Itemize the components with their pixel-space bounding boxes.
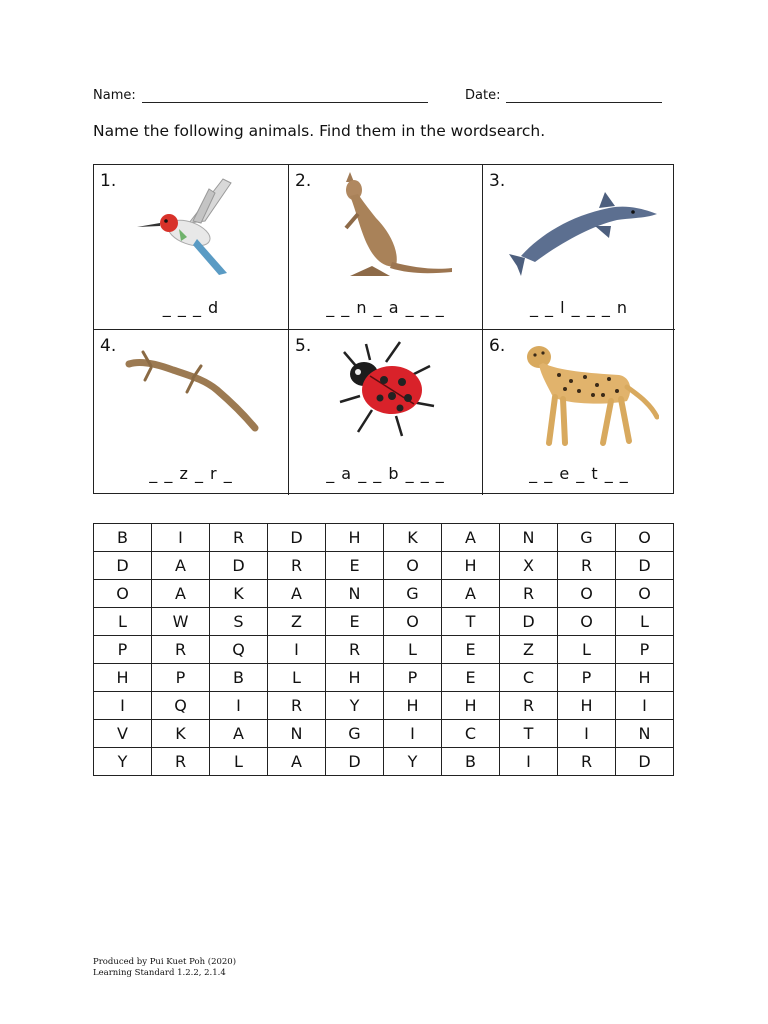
wordsearch-cell[interactable]: G <box>558 524 616 552</box>
wordsearch-row <box>94 636 674 664</box>
animal-number: 5. <box>295 336 312 356</box>
animal-blank: _ _ n _ a _ _ _ <box>326 298 445 317</box>
wordsearch-cell[interactable]: O <box>384 608 442 636</box>
wordsearch-cell[interactable]: C <box>500 664 558 692</box>
wordsearch-cell[interactable]: E <box>442 664 500 692</box>
animal-cell-1 <box>94 165 289 330</box>
animal-cell-6 <box>483 330 675 495</box>
wordsearch-cell[interactable]: R <box>558 748 616 776</box>
instruction-text: Name the following animals. Find them in the wordsearch. <box>93 122 546 140</box>
wordsearch-cell[interactable]: H <box>442 692 500 720</box>
wordsearch-cell[interactable]: A <box>268 580 326 608</box>
wordsearch-cell[interactable]: V <box>94 720 152 748</box>
wordsearch-row <box>94 552 674 580</box>
wordsearch-cell[interactable]: O <box>384 552 442 580</box>
lizard-icon <box>94 332 288 450</box>
wordsearch-cell[interactable]: Q <box>152 692 210 720</box>
animal-number: 3. <box>489 171 506 191</box>
wordsearch-cell[interactable]: I <box>558 720 616 748</box>
wordsearch-cell[interactable]: R <box>152 748 210 776</box>
wordsearch-cell[interactable]: R <box>558 552 616 580</box>
wordsearch-cell[interactable]: K <box>384 524 442 552</box>
wordsearch-cell[interactable]: B <box>210 664 268 692</box>
wordsearch-cell[interactable]: I <box>384 720 442 748</box>
wordsearch-cell[interactable]: I <box>210 692 268 720</box>
wordsearch-row <box>94 720 674 748</box>
wordsearch-cell[interactable]: R <box>326 636 384 664</box>
wordsearch-cell[interactable]: N <box>326 580 384 608</box>
animal-number: 1. <box>100 171 117 191</box>
wordsearch-cell[interactable]: D <box>268 524 326 552</box>
dolphin-icon <box>483 167 675 285</box>
wordsearch-cell[interactable]: Y <box>326 692 384 720</box>
wordsearch-cell[interactable]: A <box>152 552 210 580</box>
animal-cell-5 <box>289 330 483 495</box>
wordsearch-cell[interactable]: W <box>152 608 210 636</box>
wordsearch-cell[interactable]: Z <box>500 636 558 664</box>
wordsearch-cell[interactable]: P <box>152 664 210 692</box>
wordsearch-cell[interactable]: L <box>616 608 674 636</box>
wordsearch-cell[interactable]: L <box>94 608 152 636</box>
wordsearch-cell[interactable]: O <box>616 580 674 608</box>
wordsearch-cell[interactable]: G <box>326 720 384 748</box>
wordsearch-cell[interactable]: P <box>616 636 674 664</box>
wordsearch-cell[interactable]: Z <box>268 608 326 636</box>
wordsearch-cell[interactable]: Q <box>210 636 268 664</box>
wordsearch-cell[interactable]: A <box>442 524 500 552</box>
wordsearch-cell[interactable]: R <box>210 524 268 552</box>
wordsearch-cell[interactable]: P <box>384 664 442 692</box>
name-field[interactable] <box>93 88 428 103</box>
wordsearch-cell[interactable]: B <box>442 748 500 776</box>
wordsearch-cell[interactable]: A <box>152 580 210 608</box>
wordsearch-cell[interactable]: P <box>94 636 152 664</box>
animal-cell-3 <box>483 165 675 330</box>
wordsearch-row <box>94 524 674 552</box>
animal-number: 2. <box>295 171 312 191</box>
footer <box>93 957 236 979</box>
wordsearch-cell[interactable]: H <box>558 692 616 720</box>
wordsearch-cell[interactable]: O <box>94 580 152 608</box>
wordsearch-cell[interactable]: D <box>616 748 674 776</box>
wordsearch-cell[interactable]: K <box>210 580 268 608</box>
date-label: Date: <box>465 88 501 103</box>
wordsearch-cell[interactable]: I <box>616 692 674 720</box>
wordsearch-cell[interactable]: R <box>268 692 326 720</box>
wordsearch-cell[interactable]: N <box>500 524 558 552</box>
date-field[interactable] <box>465 88 662 103</box>
wordsearch-cell[interactable]: T <box>442 608 500 636</box>
wordsearch-cell[interactable]: E <box>326 552 384 580</box>
name-label: Name: <box>93 88 136 103</box>
wordsearch-cell[interactable]: D <box>210 552 268 580</box>
wordsearch-cell[interactable]: X <box>500 552 558 580</box>
wordsearch-cell[interactable]: L <box>558 636 616 664</box>
animal-grid <box>93 164 674 494</box>
ladybird-icon <box>289 332 482 450</box>
wordsearch-row <box>94 748 674 776</box>
bird-icon <box>94 167 288 285</box>
animal-number: 6. <box>489 336 506 356</box>
wordsearch-cell[interactable]: H <box>442 552 500 580</box>
wordsearch-cell[interactable]: D <box>500 608 558 636</box>
wordsearch-cell[interactable]: P <box>558 664 616 692</box>
wordsearch-cell[interactable]: Y <box>94 748 152 776</box>
wordsearch-cell[interactable]: H <box>326 524 384 552</box>
wordsearch-cell[interactable]: H <box>384 692 442 720</box>
date-line[interactable] <box>506 88 662 103</box>
wordsearch-cell[interactable]: H <box>616 664 674 692</box>
wordsearch-cell[interactable]: R <box>152 636 210 664</box>
wordsearch-cell[interactable]: D <box>326 748 384 776</box>
wordsearch-cell[interactable]: S <box>210 608 268 636</box>
wordsearch-cell[interactable]: L <box>384 636 442 664</box>
wordsearch-cell[interactable]: E <box>326 608 384 636</box>
wordsearch-grid <box>93 523 674 776</box>
cheetah-icon <box>483 332 675 450</box>
wordsearch-row <box>94 580 674 608</box>
wordsearch-cell[interactable]: Y <box>384 748 442 776</box>
animal-blank: _ _ z _ r _ <box>149 464 233 483</box>
wordsearch-cell[interactable]: O <box>616 524 674 552</box>
animal-cell-4 <box>94 330 289 495</box>
wordsearch-cell[interactable]: H <box>94 664 152 692</box>
animal-blank: _ _ l _ _ _ n <box>529 298 629 317</box>
wordsearch-row <box>94 692 674 720</box>
wordsearch-row <box>94 664 674 692</box>
animal-blank: _ a _ _ b _ _ _ <box>326 464 445 483</box>
footer-credit: Produced by Pui Kuet Poh (2020) <box>93 957 237 967</box>
wordsearch-cell[interactable]: B <box>94 524 152 552</box>
wordsearch-cell[interactable]: D <box>94 552 152 580</box>
wordsearch-cell[interactable]: O <box>558 580 616 608</box>
animal-number: 4. <box>100 336 117 356</box>
footer-standard: Learning Standard 1.2.2, 2.1.4 <box>93 968 226 978</box>
animal-cell-2 <box>289 165 483 330</box>
wordsearch-cell[interactable]: R <box>500 692 558 720</box>
wordsearch-cell[interactable]: I <box>268 636 326 664</box>
kangaroo-icon <box>289 167 482 285</box>
wordsearch-cell[interactable]: N <box>268 720 326 748</box>
wordsearch-cell[interactable]: H <box>326 664 384 692</box>
wordsearch-cell[interactable]: D <box>616 552 674 580</box>
wordsearch-cell[interactable]: C <box>442 720 500 748</box>
wordsearch-cell[interactable]: O <box>558 608 616 636</box>
wordsearch-cell[interactable]: I <box>94 692 152 720</box>
wordsearch-cell[interactable]: G <box>384 580 442 608</box>
wordsearch-cell[interactable]: A <box>268 748 326 776</box>
animal-blank: _ _ e _ t _ _ <box>529 464 629 483</box>
wordsearch-cell[interactable]: R <box>268 552 326 580</box>
name-line[interactable] <box>142 88 428 103</box>
wordsearch-cell[interactable]: E <box>442 636 500 664</box>
wordsearch-row <box>94 608 674 636</box>
wordsearch-cell[interactable]: A <box>442 580 500 608</box>
wordsearch-cell[interactable]: I <box>500 748 558 776</box>
wordsearch-cell[interactable]: R <box>500 580 558 608</box>
wordsearch-cell[interactable]: N <box>616 720 674 748</box>
animal-blank: _ _ _ d <box>162 298 220 317</box>
wordsearch-cell[interactable]: K <box>152 720 210 748</box>
wordsearch-cell[interactable]: T <box>500 720 558 748</box>
wordsearch-cell[interactable]: I <box>152 524 210 552</box>
wordsearch-cell[interactable]: L <box>210 748 268 776</box>
wordsearch-cell[interactable]: L <box>268 664 326 692</box>
wordsearch-cell[interactable]: A <box>210 720 268 748</box>
